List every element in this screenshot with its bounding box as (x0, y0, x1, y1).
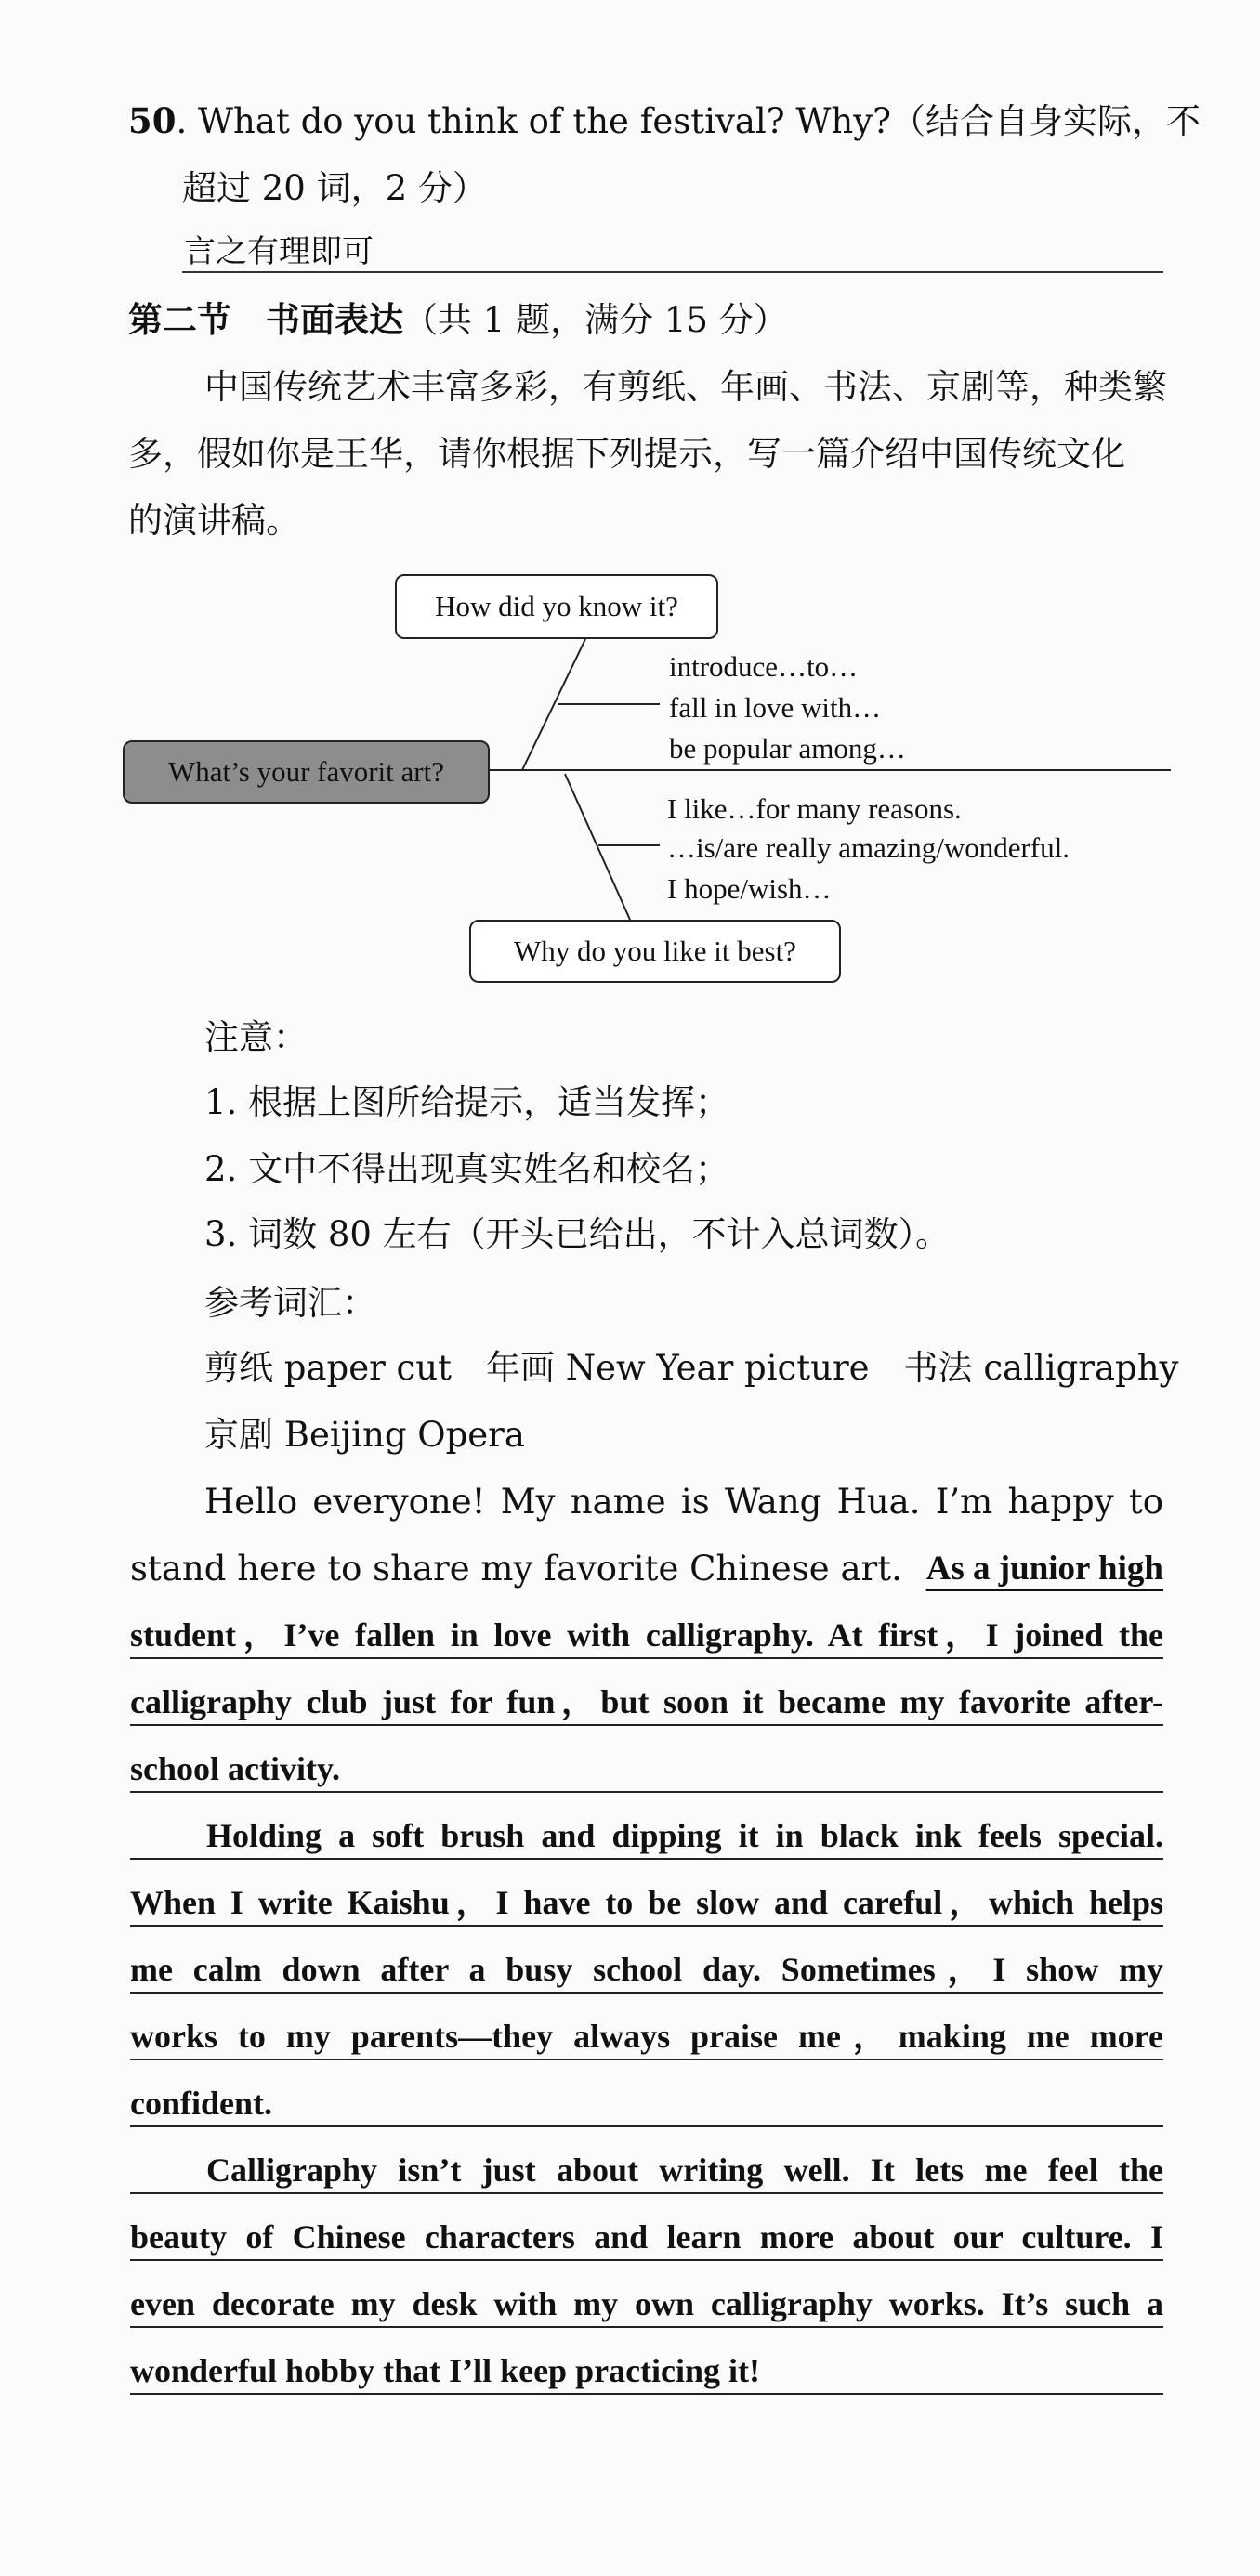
answer-underline (130, 2125, 1163, 2127)
answer-underline (130, 1724, 1163, 1726)
answer-underline (130, 2326, 1163, 2328)
intro-line-1: 中国传统艺术丰富多彩，有剪纸、年画、书法、京剧等，种类繁 (204, 367, 1167, 407)
vocab-line-2: 京剧 Beijing Opera (204, 1415, 525, 1455)
answer-underline (130, 2393, 1163, 2395)
essay-given-line-2 (130, 1549, 1163, 1589)
answer-underline (130, 1858, 1163, 1860)
hint-introduce: introduce…to… (669, 650, 859, 683)
essay-line: even decorate my desk with my own calligraphy works. It’s such a (130, 2285, 1163, 2322)
answer-underline (130, 1992, 1163, 1994)
mindmap-connectors (0, 0, 1260, 1022)
essay-given-text: stand here to share my favorite Chinese art. (130, 1549, 902, 1589)
essay-line: wonderful hobby that I’ll keep practicing it! (130, 2352, 761, 2389)
section-meta: （共 1 题，满分 15 分） (403, 300, 788, 340)
essay-answer-start: As a junior high (925, 1550, 1163, 1588)
answer-underline (130, 2192, 1163, 2194)
answer-underline (130, 1925, 1163, 1927)
answer-underline (130, 2059, 1163, 2060)
essay-line: me calm down after a busy school day. Sometimes，I show my (130, 1951, 1163, 1988)
essay-line: confident. (130, 2085, 272, 2122)
essay-line: When I write Kaishu，I have to be slow and careful，which helps (130, 1884, 1163, 1921)
question-points: 超过 20 词，2 分） (182, 168, 487, 208)
hint-amazing: …is/are really amazing/wonderful. (667, 831, 1070, 864)
essay-given-line-1: Hello everyone! My name is Wang Hua. I’m happy to (204, 1482, 1163, 1522)
answer-underline (130, 1791, 1163, 1793)
mindmap-top-box: How did yo know it? (395, 574, 718, 639)
essay-line: school activity. (130, 1750, 340, 1787)
question-number: 50 (128, 100, 177, 141)
intro-line-3: 的演讲稿。 (128, 501, 300, 541)
answer-underline (130, 2259, 1163, 2261)
essay-line: Calligraphy isn’t just about writing well. It lets me feel the (206, 2151, 1163, 2189)
note-item-1: 1. 根据上图所给提示，适当发挥； (204, 1082, 730, 1122)
question-text: . What do you think of the festival? Why?（结合自身实际，不 (176, 101, 1201, 141)
hint-hope: I hope/wish… (667, 872, 832, 905)
answer-underline (130, 1657, 1163, 1659)
answer-text: 言之有理即可 (184, 233, 374, 270)
note-item-3: 3. 词数 80 左右（开头已给出，不计入总词数）。 (204, 1214, 951, 1254)
section-title: 第二节 书面表达 (128, 299, 403, 340)
hint-popular: be popular among… (669, 732, 906, 765)
hint-i-like: I like…for many reasons. (667, 792, 962, 825)
essay-line: calligraphy club just for fun，but soon it became my favorite after- (130, 1683, 1163, 1720)
mindmap-bottom-box: Why do you like it best? (469, 920, 841, 983)
notes-title: 注意： (204, 1017, 308, 1057)
note-item-2: 2. 文中不得出现真实姓名和校名； (204, 1149, 730, 1189)
intro-line-2: 多，假如你是王华，请你根据下列提示，写一篇介绍中国传统文化 (128, 434, 1125, 474)
essay-line: Holding a soft brush and dipping it in black ink feels special. (206, 1817, 1163, 1854)
essay-line: beauty of Chinese characters and learn more about our culture. I (130, 2218, 1163, 2256)
vocab-title: 参考词汇： (204, 1283, 376, 1323)
essay-line: works to my parents—they always praise me，making me more (130, 2018, 1163, 2055)
mindmap-center-node: What’s your favorit art? (123, 740, 490, 804)
hint-fall-in-love: fall in love with… (669, 691, 882, 724)
essay-line: student，I’ve fallen in love with calligraphy. At first，I joined the (130, 1616, 1163, 1654)
vocab-line-1: 剪纸 paper cut 年画 New Year picture 书法 calligraphy (204, 1348, 1179, 1388)
